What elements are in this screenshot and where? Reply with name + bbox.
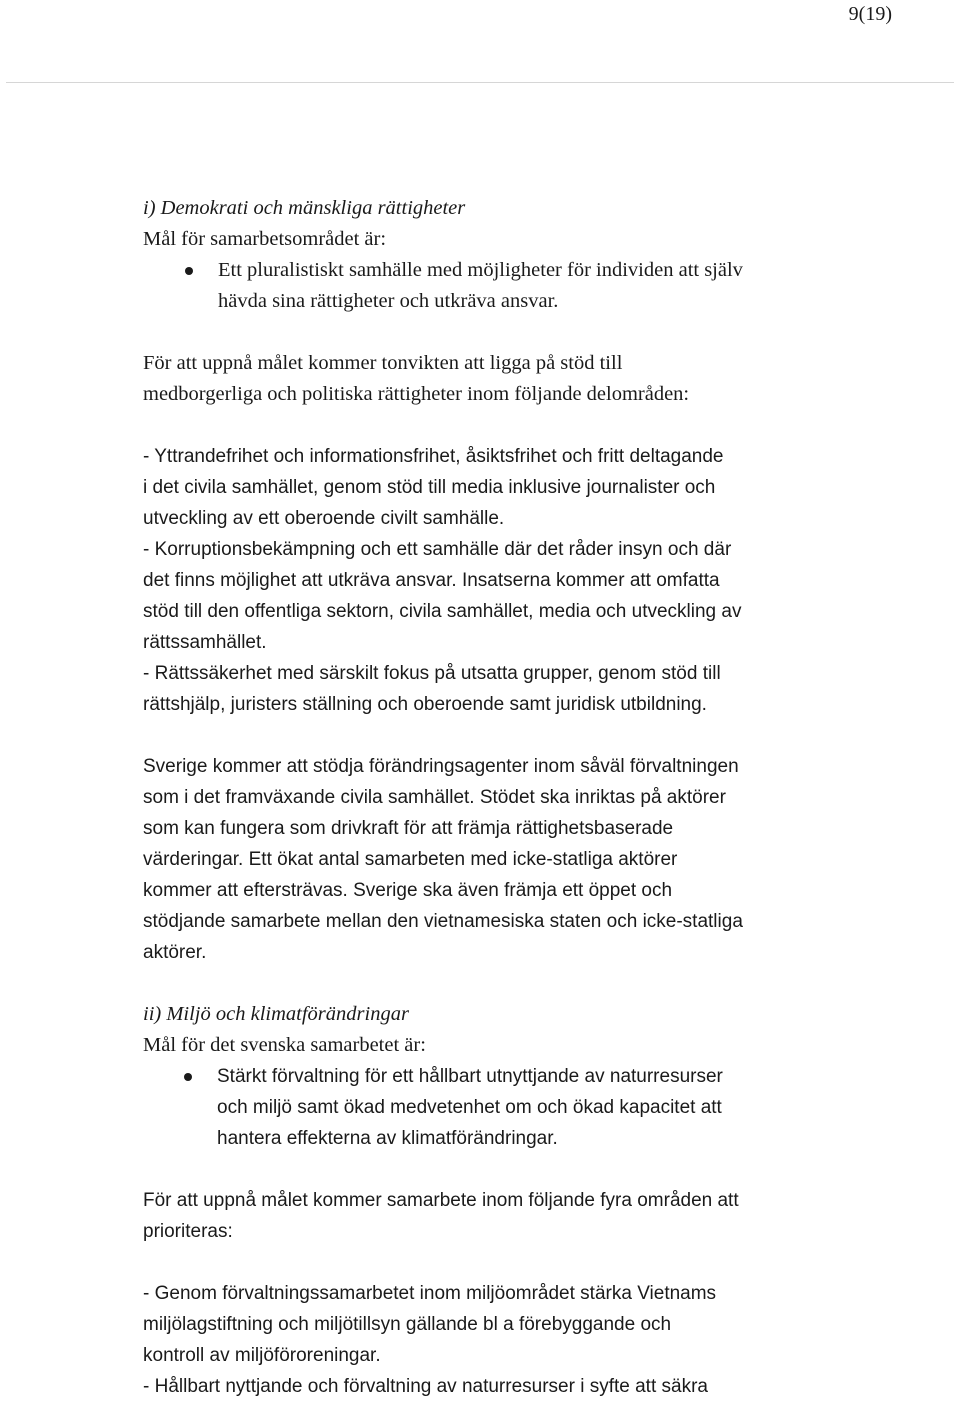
body-paragraph-line: som i det framväxande civila samhället. Stödet ska inriktas på aktörer (143, 787, 726, 808)
list-item-line: i det civila samhället, genom stöd till media inklusive journalister och (143, 477, 716, 498)
page-number: 9(19) (848, 3, 892, 25)
goal-bullet-line: hävda sina rättigheter och utkräva ansvar. (218, 290, 559, 312)
goal-bullet-line: Stärkt förvaltning för ett hållbart utnyttjande av naturresurser (217, 1066, 723, 1087)
list-item-line: stöd till den offentliga sektorn, civila samhället, media och utveckling av (143, 601, 742, 622)
subareas-list (143, 441, 863, 720)
body-paragraph-line: kommer att eftersträvas. Sverige ska även främja ett öppet och (143, 880, 673, 901)
body-paragraph-line: För att uppnå målet kommer samarbete inom följande fyra områden att (143, 1190, 739, 1211)
section-heading-environment: ii) Miljö och klimatförändringar (143, 1003, 409, 1025)
body-paragraph-line: Sverige kommer att stödja förändringsagenter inom såväl förvaltningen (143, 756, 739, 777)
list-item-line: - Rättssäkerhet med särskilt fokus på utsatta grupper, genom stöd till (143, 663, 721, 684)
list-item-line: kontroll av miljöföroreningar. (143, 1345, 381, 1366)
list-item-line: det finns möjlighet att utkräva ansvar. Insatserna kommer att omfatta (143, 570, 720, 591)
body-paragraph-line: stödjande samarbete mellan den vietnamesiska staten och icke-statliga (143, 911, 743, 932)
list-item-line: rättssamhället. (143, 632, 267, 653)
list-item-line: miljölagstiftning och miljötillsyn gällande bl a förebyggande och (143, 1314, 672, 1335)
section-heading-democracy: i) Demokrati och mänskliga rättigheter (143, 197, 466, 219)
list-item-line: utveckling av ett oberoende civilt samhälle. (143, 508, 505, 529)
body-paragraph-line: medborgerliga och politiska rättigheter inom följande delområden: (143, 383, 690, 405)
list-item-line: rättshjälp, juristers ställning och oberoende samt juridisk utbildning. (143, 694, 707, 715)
header-rule (6, 82, 954, 83)
list-item-line: - Korruptionsbekämpning och ett samhälle där det råder insyn och där (143, 539, 732, 560)
body-paragraph-line: aktörer. (143, 942, 207, 963)
bullet-icon (184, 1073, 192, 1081)
body-paragraph (143, 751, 863, 968)
bullet-icon (185, 267, 193, 275)
goal-bullet-line: Ett pluralistiskt samhälle med möjligheter för individen att själv (218, 259, 743, 281)
body-paragraph (143, 1185, 863, 1247)
document-body (143, 193, 863, 1402)
body-paragraph-line: För att uppnå målet kommer tonvikten att ligga på stöd till (143, 352, 623, 374)
priorities-list (143, 1278, 863, 1402)
goal-bullet-line: hantera effekterna av klimatförändringar. (217, 1128, 558, 1149)
goal-bullet-item (143, 1061, 863, 1154)
goal-bullet-item (143, 255, 863, 317)
body-paragraph-line: som kan fungera som drivkraft för att främja rättighetsbaserade (143, 818, 674, 839)
body-paragraph-line: värderingar. Ett ökat antal samarbeten med icke-statliga aktörer (143, 849, 678, 870)
list-item-line: - Yttrandefrihet och informationsfrihet, åsiktsfrihet och fritt deltagande (143, 446, 724, 467)
goal-bullet-line: och miljö samt ökad medvetenhet om och ökad kapacitet att (217, 1097, 722, 1118)
goal-intro: Mål för det svenska samarbetet är: (143, 1034, 426, 1056)
list-item-line: - Genom förvaltningssamarbetet inom miljöområdet stärka Vietnams (143, 1283, 717, 1304)
body-paragraph-line: prioriteras: (143, 1221, 233, 1242)
goal-intro: Mål för samarbetsområdet är: (143, 228, 387, 250)
list-item-line: - Hållbart nyttjande och förvaltning av naturresurser i syfte att säkra (143, 1376, 708, 1397)
